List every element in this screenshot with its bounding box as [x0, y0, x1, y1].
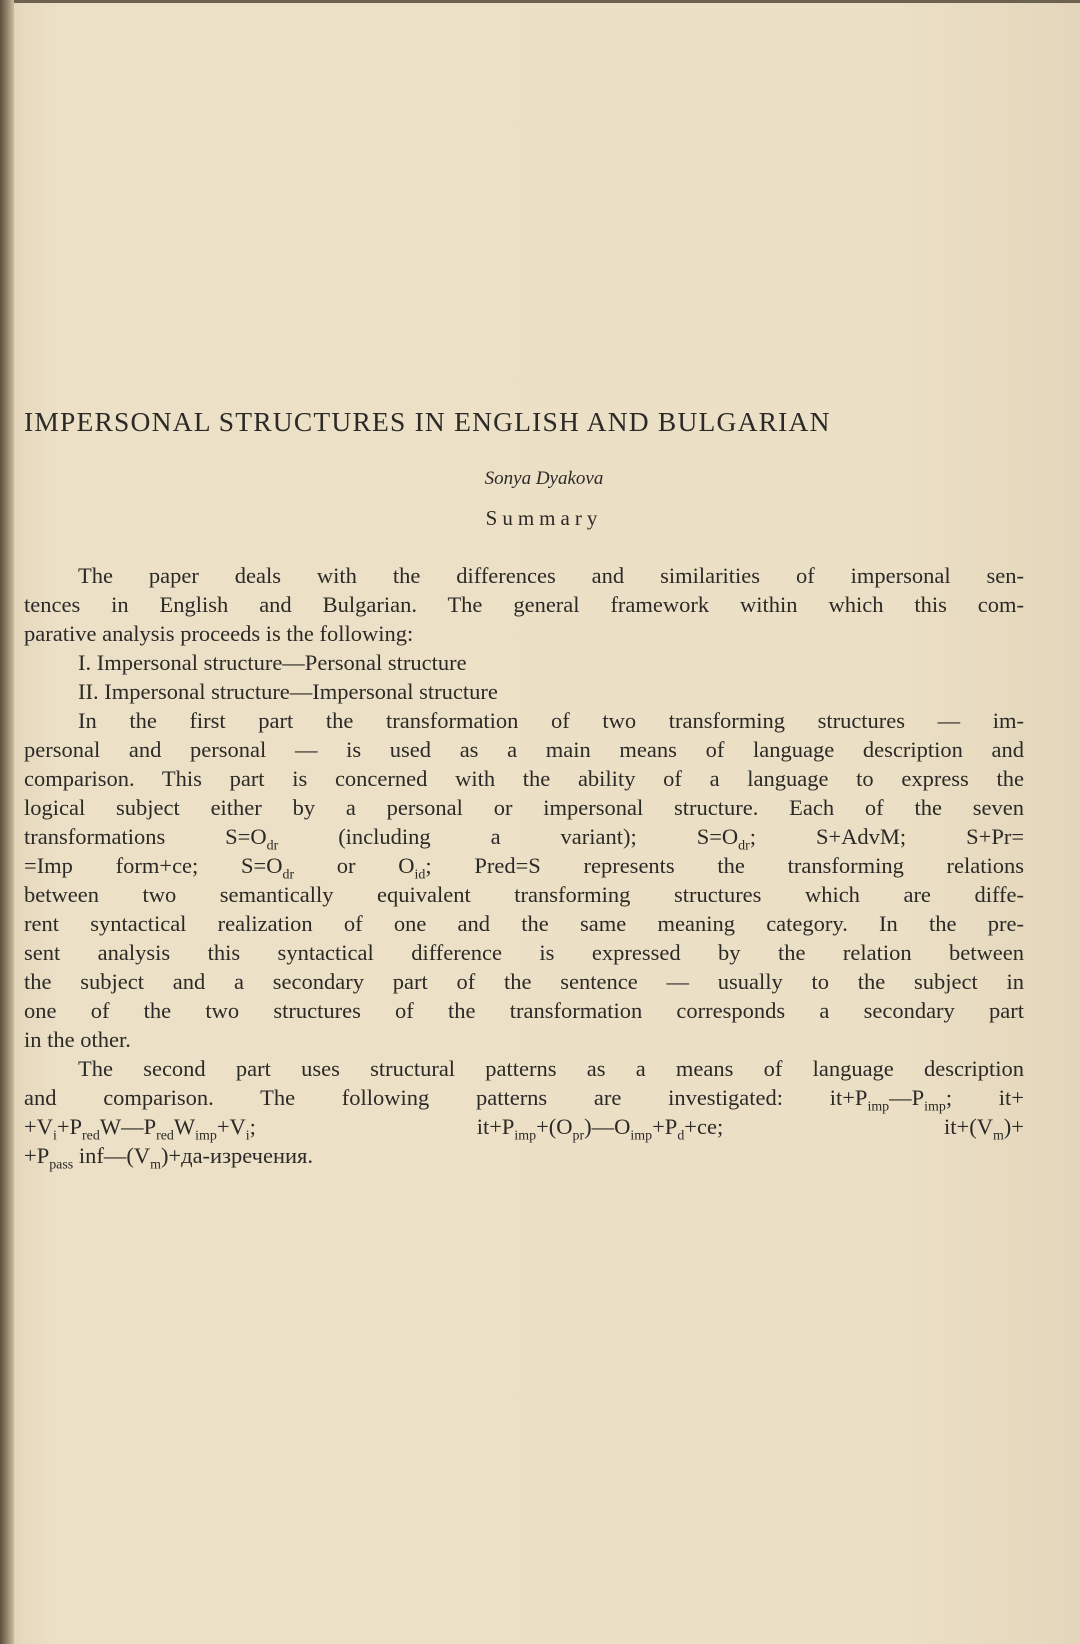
subscript: i	[52, 1128, 57, 1144]
text-line: rent syntactical realization of one and the same meaning category. In the pre-	[24, 911, 1024, 936]
text-line: In the first part the transformation of two transforming structures — im-	[78, 708, 1024, 733]
text-run: or O	[294, 853, 415, 878]
text-run: )+да-изречения.	[160, 1143, 314, 1168]
summary-body	[24, 561, 1025, 1173]
formula-line	[24, 1112, 1024, 1144]
text-line: The second part uses structural patterns as a means of language description	[78, 1056, 1024, 1081]
text-run: W	[173, 1114, 196, 1139]
formula-line	[24, 822, 1025, 854]
text-run: +P	[56, 1114, 83, 1139]
text-run: ; S+AdvM; S+Pr=	[749, 824, 1025, 849]
subscript: i	[245, 1128, 250, 1144]
summary-article	[24, 398, 1025, 1173]
subscript: d	[677, 1128, 685, 1144]
text-run: —P	[889, 1085, 925, 1110]
subscript: imp	[924, 1099, 946, 1115]
subscript: pass	[49, 1157, 74, 1173]
text-line: one of the two structures of the transformation corresponds a secondary part	[24, 998, 1024, 1023]
text-run: )—O	[584, 1114, 631, 1139]
page-top-edge	[0, 0, 1080, 3]
author-name: Sonya Dyakova	[484, 468, 604, 489]
text-run: +P	[24, 1143, 50, 1168]
text-run: (including a variant); S=O	[278, 824, 739, 849]
text-line: tences in English and Bulgarian. The general framework within which this com-	[24, 592, 1024, 617]
subscript: pr	[572, 1128, 585, 1144]
text-line: the subject and a secondary part of the sentence — usually to the subject in	[24, 969, 1024, 994]
list-item: I. Impersonal structure—Personal structure	[78, 650, 467, 675]
text-run: and comparison. The following patterns are investigated: it+P	[24, 1085, 868, 1110]
text-line: The paper deals with the differences and similarities of impersonal sen-	[78, 563, 1024, 588]
text-run: +P	[652, 1114, 678, 1139]
text-run: +V	[24, 1114, 53, 1139]
text-line: sent analysis this syntactical difference is expressed by the relation between	[24, 940, 1024, 965]
book-spine-shadow	[0, 0, 14, 1644]
text-run: W—P	[99, 1114, 157, 1139]
text-run: +V	[216, 1114, 246, 1139]
text-run: )+	[1003, 1114, 1024, 1139]
text-run: =Imp form+ce; S=O	[24, 853, 283, 878]
summary-heading: Summary	[485, 506, 603, 530]
text-run: transformations S=O	[24, 824, 267, 849]
text-line: logical subject either by a personal or impersonal structure. Each of the seven	[24, 795, 1024, 820]
subscript: imp	[514, 1128, 537, 1144]
text-line: personal and personal — is used as a main means of language description and	[24, 737, 1024, 762]
text-run: ; it+	[945, 1085, 1024, 1110]
article-title: IMPERSONAL STRUCTURES IN ENGLISH AND BULGARIAN	[24, 406, 831, 437]
subscript: id	[414, 867, 426, 883]
subscript: dr	[282, 867, 295, 883]
text-line: comparison. This part is concerned with the ability of a language to express the	[24, 766, 1024, 791]
subscript: imp	[867, 1099, 890, 1115]
text-run: ; it+P	[249, 1114, 515, 1139]
text-run: inf—(V	[73, 1143, 151, 1168]
subscript: m	[150, 1157, 161, 1173]
subscript: dr	[266, 838, 279, 854]
text-run: ; Pred=S represents the transforming relations	[425, 853, 1025, 878]
formula-line	[24, 1083, 1024, 1115]
text-line: in the other.	[24, 1027, 131, 1052]
subscript: dr	[738, 838, 750, 854]
subscript: imp	[195, 1128, 217, 1144]
subscript: red	[82, 1128, 100, 1144]
subscript: imp	[630, 1128, 653, 1144]
text-run: +(O	[536, 1114, 573, 1139]
formula-line	[24, 851, 1025, 883]
text-line: parative analysis proceeds is the following:	[24, 621, 414, 646]
list-item: II. Impersonal structure—Impersonal structure	[78, 679, 498, 704]
formula-line	[24, 1141, 1024, 1173]
text-line: between two semantically equivalent transforming structures which are diffe-	[24, 882, 1024, 907]
subscript: red	[156, 1128, 174, 1144]
text-run: +ce; it+(V	[684, 1114, 993, 1139]
subscript: m	[992, 1128, 1004, 1144]
